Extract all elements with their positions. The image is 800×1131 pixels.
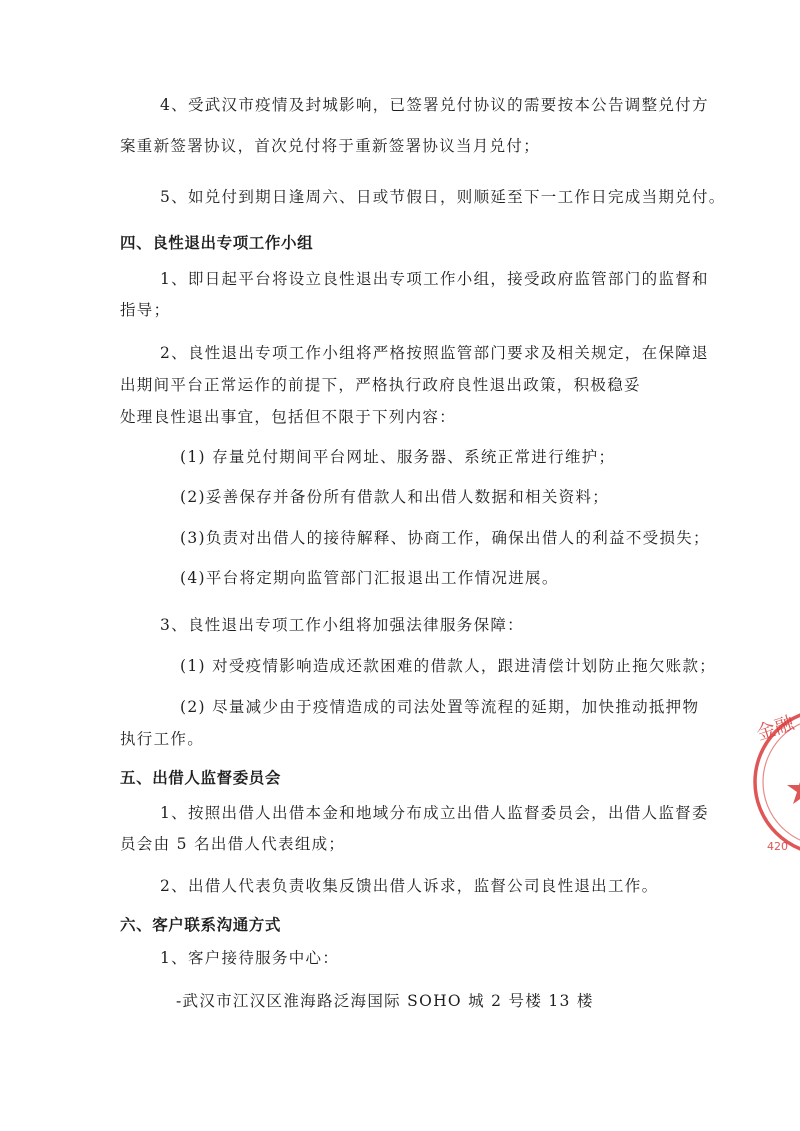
s4-item-1-line-2: 指导；	[120, 301, 171, 319]
seal-text: 金融	[753, 712, 797, 745]
item-4-line-1: 4、受武汉市疫情及封城影响，已签署兑付协议的需要按本公告调整兑付方	[160, 96, 709, 114]
company-seal-stamp	[745, 700, 800, 865]
s6-address: -武汉市江汉区淮海路泛海国际 SOHO 城 2 号楼 13 楼	[176, 992, 594, 1010]
item-4-line-2: 案重新签署协议，首次兑付将于重新签署协议当月兑付；	[120, 137, 541, 155]
s4-item-3-sub-1: (1) 对受疫情影响造成还款困难的借款人，跟进清偿计划防止拖欠账款；	[180, 657, 717, 675]
s4-sub-3: (3)负责对出借人的接待解释、协商工作，确保出借人的利益不受损失；	[180, 529, 710, 547]
s4-item-3-sub-2-line-1: (2) 尽量减少由于疫情造成的司法处置等流程的延期，加快推动抵押物	[180, 698, 700, 716]
s4-sub-4: (4)平台将定期向监管部门汇报退出工作情况进展。	[180, 569, 559, 587]
s4-item-2-line-2: 出期间平台正常运作的前提下，严格执行政府良性退出政策，积极稳妥	[120, 376, 641, 394]
s4-item-1-line-1: 1、即日起平台将设立良性退出专项工作小组，接受政府监管部门的监督和	[160, 270, 709, 288]
s5-item-2: 2、出借人代表负责收集反馈出借人诉求，监督公司良性退出工作。	[160, 877, 659, 895]
s4-sub-1: (1) 存量兑付期间平台网址、服务器、系统正常进行维护；	[180, 448, 616, 466]
item-5: 5、如兑付到期日逢周六、日或节假日，则顺延至下一工作日完成当期兑付。	[160, 188, 726, 206]
section-5-heading: 五、出借人监督委员会	[120, 769, 282, 787]
s4-item-2-line-3: 处理良性退出事宜，包括但不限于下列内容：	[120, 408, 457, 426]
s5-item-1-line-2: 员会由 5 名出借人代表组成；	[120, 835, 346, 853]
s5-item-1-line-1: 1、按照出借人出借本金和地域分布成立出借人监督委员会，出借人监督委	[160, 804, 709, 822]
s4-item-3: 3、良性退出专项工作小组将加强法律服务保障：	[160, 616, 524, 634]
section-4-heading: 四、良性退出专项工作小组	[120, 234, 314, 252]
s4-sub-2: (2)妥善保存并备份所有借款人和出借人数据和相关资料；	[180, 488, 610, 506]
seal-number: 420	[767, 840, 788, 853]
s6-item-1: 1、客户接待服务中心：	[160, 949, 340, 967]
section-6-heading: 六、客户联系沟通方式	[120, 916, 282, 934]
s4-item-3-sub-2-line-2: 执行工作。	[120, 730, 205, 748]
s4-item-2-line-1: 2、良性退出专项工作小组将严格按照监管部门要求及相关规定，在保障退	[160, 344, 709, 362]
